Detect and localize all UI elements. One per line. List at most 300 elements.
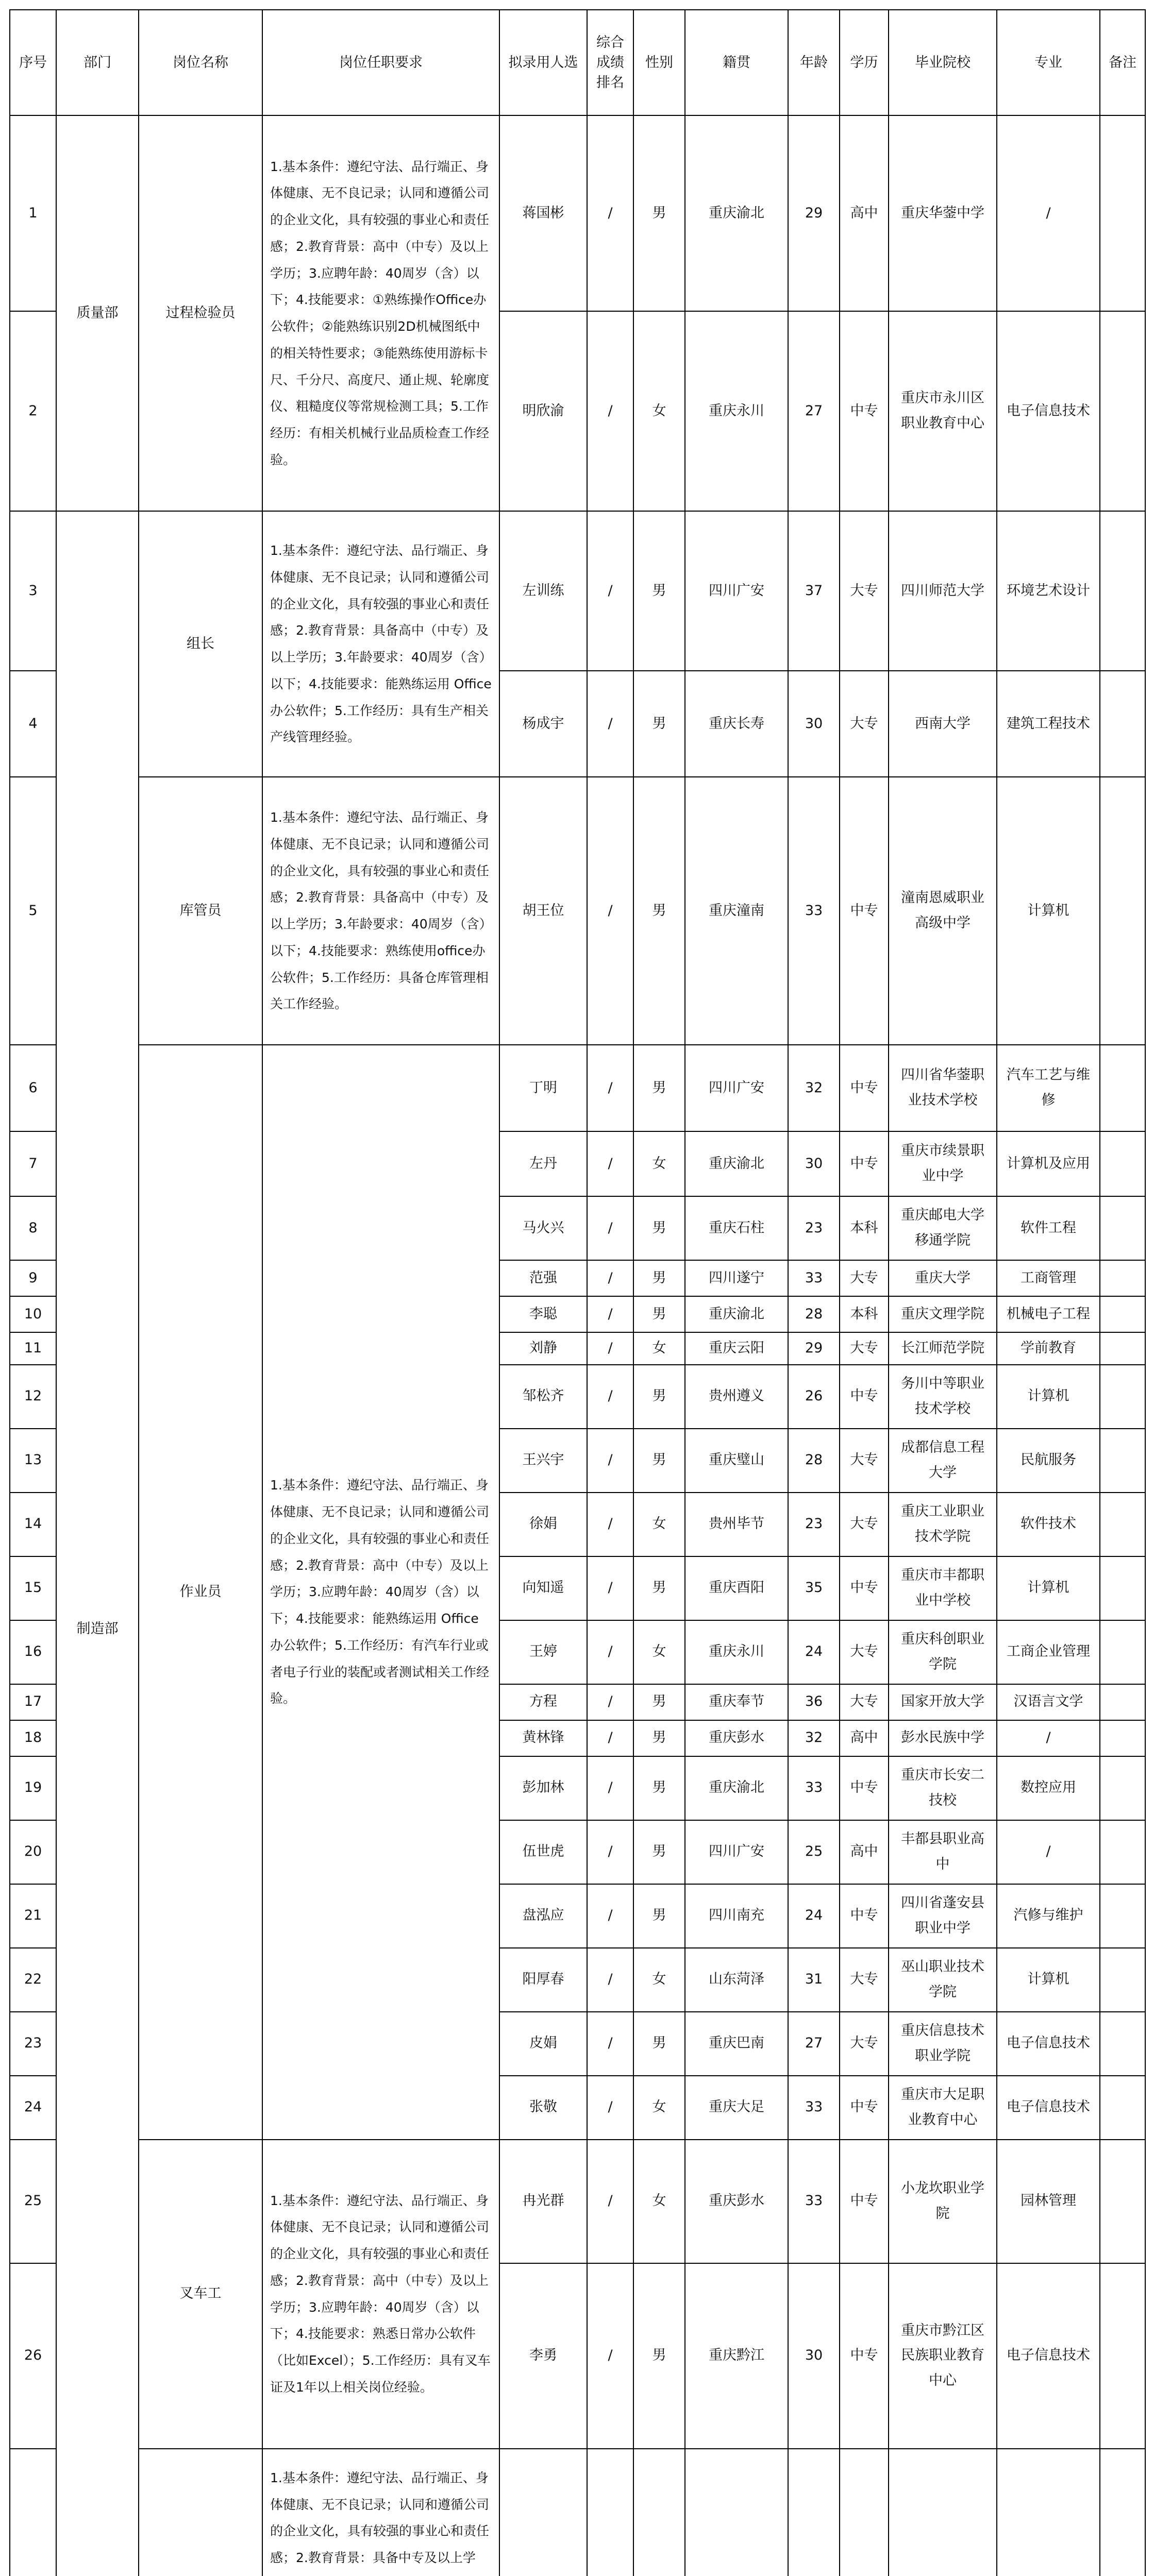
candidate-cell: 丁明 xyxy=(499,1045,587,1131)
school-cell: 重庆邮电大学移通学院 xyxy=(889,1196,997,1260)
major-cell: 学前教育 xyxy=(997,1332,1100,1365)
origin-cell: 贵州遵义 xyxy=(685,1365,788,1429)
education-cell: 大专 xyxy=(840,1948,889,2012)
candidate-cell: 马火兴 xyxy=(499,1196,587,1260)
major-cell: 工商企业管理 xyxy=(997,1620,1100,1684)
gender-cell xyxy=(633,2449,685,2576)
gender-cell: 女 xyxy=(633,1620,685,1684)
rank-cell: / xyxy=(587,1493,633,1556)
school-cell: 重庆市永川区职业教育中心 xyxy=(889,311,997,511)
candidate-cell: 彭加林 xyxy=(499,1756,587,1820)
major-cell: 工商管理 xyxy=(997,1260,1100,1296)
seq-no-cell: 26 xyxy=(10,2263,56,2449)
major-cell: 电子信息技术 xyxy=(997,2076,1100,2140)
origin-cell: 重庆长寿 xyxy=(685,671,788,777)
remark-cell xyxy=(1100,1720,1145,1756)
school-cell xyxy=(889,2449,997,2576)
education-cell: 中专 xyxy=(840,311,889,511)
school-cell: 四川省华蓥职业技术学校 xyxy=(889,1045,997,1131)
seq-no-cell: 16 xyxy=(10,1620,56,1684)
education-cell: 中专 xyxy=(840,1884,889,1948)
school-cell: 成都信息工程大学 xyxy=(889,1429,997,1493)
remark-cell xyxy=(1100,1332,1145,1365)
remark-cell xyxy=(1100,1131,1145,1196)
seq-no-cell: 13 xyxy=(10,1429,56,1493)
major-cell xyxy=(997,2449,1100,2576)
rank-cell: / xyxy=(587,1332,633,1365)
origin-cell: 四川广安 xyxy=(685,1045,788,1131)
seq-no-cell: 20 xyxy=(10,1820,56,1884)
age-cell: 28 xyxy=(788,1296,840,1332)
school-cell: 重庆市丰都职业中学校 xyxy=(889,1556,997,1620)
gender-cell: 男 xyxy=(633,1196,685,1260)
header-requirement: 岗位任职要求 xyxy=(262,10,499,115)
education-cell: 中专 xyxy=(840,1365,889,1429)
school-cell: 重庆科创职业学院 xyxy=(889,1620,997,1684)
header-position: 岗位名称 xyxy=(139,10,262,115)
remark-cell xyxy=(1100,511,1145,671)
header-rank: 综合成绩排名 xyxy=(587,10,633,115)
education-cell: 本科 xyxy=(840,1196,889,1260)
origin-cell: 贵州毕节 xyxy=(685,1493,788,1556)
origin-cell: 四川广安 xyxy=(685,1820,788,1884)
remark-cell xyxy=(1100,1260,1145,1296)
candidate-cell: 张敬 xyxy=(499,2076,587,2140)
table-row xyxy=(10,2449,1145,2576)
rank-cell: / xyxy=(587,115,633,311)
rank-cell: / xyxy=(587,2263,633,2449)
age-cell: 30 xyxy=(788,671,840,777)
origin-cell: 重庆潼南 xyxy=(685,777,788,1045)
candidate-cell: 范强 xyxy=(499,1260,587,1296)
education-cell: 大专 xyxy=(840,1429,889,1493)
seq-no-cell xyxy=(10,2449,56,2576)
rank-cell: / xyxy=(587,2076,633,2140)
seq-no-cell: 2 xyxy=(10,311,56,511)
remark-cell xyxy=(1100,2012,1145,2076)
gender-cell: 女 xyxy=(633,1131,685,1196)
age-cell: 27 xyxy=(788,311,840,511)
seq-no-cell: 9 xyxy=(10,1260,56,1296)
gender-cell: 男 xyxy=(633,2263,685,2449)
major-cell: 汉语言文学 xyxy=(997,1684,1100,1720)
seq-no-cell: 14 xyxy=(10,1493,56,1556)
rank-cell: / xyxy=(587,1260,633,1296)
seq-no-cell: 3 xyxy=(10,511,56,671)
major-cell: 计算机 xyxy=(997,777,1100,1045)
candidate-cell: 盘泓应 xyxy=(499,1884,587,1948)
age-cell: 33 xyxy=(788,2076,840,2140)
rank-cell: / xyxy=(587,1296,633,1332)
education-cell: 中专 xyxy=(840,1131,889,1196)
candidate-cell: 方程 xyxy=(499,1684,587,1720)
candidate-cell: 邹松齐 xyxy=(499,1365,587,1429)
header-department: 部门 xyxy=(56,10,139,115)
education-cell: 大专 xyxy=(840,1684,889,1720)
school-cell: 务川中等职业技术学校 xyxy=(889,1365,997,1429)
header-school: 毕业院校 xyxy=(889,10,997,115)
rank-cell: / xyxy=(587,1720,633,1756)
gender-cell: 男 xyxy=(633,511,685,671)
education-cell: 本科 xyxy=(840,1296,889,1332)
seq-no-cell: 25 xyxy=(10,2140,56,2263)
gender-cell: 男 xyxy=(633,1684,685,1720)
seq-no-cell: 15 xyxy=(10,1556,56,1620)
school-cell: 四川师范大学 xyxy=(889,511,997,671)
table-row xyxy=(10,115,1145,311)
seq-no-cell: 8 xyxy=(10,1196,56,1260)
remark-cell xyxy=(1100,1365,1145,1429)
rank-cell: / xyxy=(587,1884,633,1948)
school-cell: 西南大学 xyxy=(889,671,997,777)
education-cell: 高中 xyxy=(840,115,889,311)
seq-no-cell: 22 xyxy=(10,1948,56,2012)
gender-cell: 女 xyxy=(633,311,685,511)
header-major: 专业 xyxy=(997,10,1100,115)
candidate-cell: 蒋国彬 xyxy=(499,115,587,311)
major-cell: 环境艺术设计 xyxy=(997,511,1100,671)
seq-no-cell: 17 xyxy=(10,1684,56,1720)
education-cell: 中专 xyxy=(840,1556,889,1620)
candidate-cell: 阳厚春 xyxy=(499,1948,587,2012)
remark-cell xyxy=(1100,2263,1145,2449)
department-cell: 质量部 xyxy=(56,115,139,511)
age-cell: 35 xyxy=(788,1556,840,1620)
rank-cell: / xyxy=(587,1820,633,1884)
school-cell: 重庆文理学院 xyxy=(889,1296,997,1332)
seq-no-cell: 11 xyxy=(10,1332,56,1365)
rank-cell: / xyxy=(587,671,633,777)
gender-cell: 女 xyxy=(633,1332,685,1365)
education-cell: 大专 xyxy=(840,2012,889,2076)
candidate-cell: 杨成宇 xyxy=(499,671,587,777)
school-cell: 重庆华蓥中学 xyxy=(889,115,997,311)
remark-cell xyxy=(1100,1296,1145,1332)
origin-cell: 重庆石柱 xyxy=(685,1196,788,1260)
school-cell: 重庆信息技术职业学院 xyxy=(889,2012,997,2076)
school-cell: 重庆市大足职业教育中心 xyxy=(889,2076,997,2140)
gender-cell: 男 xyxy=(633,1820,685,1884)
origin-cell: 重庆奉节 xyxy=(685,1684,788,1720)
age-cell: 23 xyxy=(788,1196,840,1260)
major-cell: 计算机及应用 xyxy=(997,1131,1100,1196)
position-cell: 过程检验员 xyxy=(139,115,262,511)
age-cell: 30 xyxy=(788,1131,840,1196)
remark-cell xyxy=(1100,1684,1145,1720)
position-cell: 叉车工 xyxy=(139,2140,262,2449)
age-cell: 27 xyxy=(788,2012,840,2076)
age-cell: 33 xyxy=(788,1260,840,1296)
seq-no-cell: 24 xyxy=(10,2076,56,2140)
education-cell: 高中 xyxy=(840,1720,889,1756)
remark-cell xyxy=(1100,115,1145,311)
requirement-cell: 1.基本条件：遵纪守法、品行端正、身体健康、无不良记录；认同和遵循公司的企业文化，具有较强的事业心和责任感；2.教育背景：具备高中（中专）及以上学历；3.年龄要求：40周岁（含）以下；4.技能要求：能熟练运用 Office 办公软件；5.工作经历：具有生产相关产线管理经验。 xyxy=(262,511,499,777)
candidate-cell: 胡王位 xyxy=(499,777,587,1045)
requirement-cell: 1.基本条件：遵纪守法、品行端正、身体健康、无不良记录；认同和遵循公司的企业文化，具有较强的事业心和责任感；2.教育背景：高中（中专）及以上学历；3.应聘年龄：40周岁（含）以下；4.技能要求：①熟练操作Office办公软件；②能熟练识别2D机械图纸中的相关特性要求；③能熟练使用游标卡尺、千分尺、高度尺、通止规、轮廓度仪、粗糙度仪等常规检测工具；5.工作经历：有相关机械行业品质检查工作经验。 xyxy=(262,115,499,511)
requirement-cell: 1.基本条件：遵纪守法、品行端正、身体健康、无不良记录；认同和遵循公司的企业文化，具有较强的事业心和责任感；2.教育背景：高中（中专）及以上学历；3.应聘年龄：40周岁（含）以下；4.技能要求：熟悉日常办公软件（比如Excel）；5.工作经历：具有叉车证及1年以上相关岗位经验。 xyxy=(262,2140,499,2449)
rank-cell: / xyxy=(587,1948,633,2012)
education-cell: 中专 xyxy=(840,2076,889,2140)
education-cell: 中专 xyxy=(840,1045,889,1131)
header-gender: 性别 xyxy=(633,10,685,115)
rank-cell: / xyxy=(587,2012,633,2076)
major-cell: 电子信息技术 xyxy=(997,311,1100,511)
major-cell: 民航服务 xyxy=(997,1429,1100,1493)
rank-cell: / xyxy=(587,1045,633,1131)
rank-cell: / xyxy=(587,2140,633,2263)
seq-no-cell: 23 xyxy=(10,2012,56,2076)
header-row xyxy=(10,10,1145,115)
rank-cell: / xyxy=(587,311,633,511)
age-cell: 33 xyxy=(788,1756,840,1820)
gender-cell: 男 xyxy=(633,1260,685,1296)
age-cell: 37 xyxy=(788,511,840,671)
document xyxy=(9,9,1146,2576)
rank-cell: / xyxy=(587,1365,633,1429)
table-row xyxy=(10,777,1145,1045)
gender-cell: 男 xyxy=(633,1720,685,1756)
origin-cell: 重庆渝北 xyxy=(685,1131,788,1196)
age-cell: 26 xyxy=(788,1365,840,1429)
rank-cell: / xyxy=(587,1556,633,1620)
gender-cell: 男 xyxy=(633,777,685,1045)
header-remark: 备注 xyxy=(1100,10,1145,115)
candidate-cell: 皮娟 xyxy=(499,2012,587,2076)
origin-cell: 重庆渝北 xyxy=(685,115,788,311)
remark-cell xyxy=(1100,1756,1145,1820)
remark-cell xyxy=(1100,1820,1145,1884)
candidate-cell: 李聪 xyxy=(499,1296,587,1332)
school-cell: 彭水民族中学 xyxy=(889,1720,997,1756)
seq-no-cell: 21 xyxy=(10,1884,56,1948)
school-cell: 小龙坎职业学院 xyxy=(889,2140,997,2263)
gender-cell: 男 xyxy=(633,1429,685,1493)
age-cell: 25 xyxy=(788,1820,840,1884)
origin-cell xyxy=(685,2449,788,2576)
major-cell: 计算机 xyxy=(997,1556,1100,1620)
gender-cell: 男 xyxy=(633,1365,685,1429)
education-cell: 大专 xyxy=(840,1620,889,1684)
origin-cell: 四川遂宁 xyxy=(685,1260,788,1296)
school-cell: 潼南恩威职业高级中学 xyxy=(889,777,997,1045)
remark-cell xyxy=(1100,1493,1145,1556)
school-cell: 巫山职业技术学院 xyxy=(889,1948,997,2012)
candidate-cell: 冉光群 xyxy=(499,2140,587,2263)
gender-cell: 男 xyxy=(633,115,685,311)
recruitment-table xyxy=(9,9,1146,2576)
origin-cell: 重庆云阳 xyxy=(685,1332,788,1365)
requirement-cell: 1.基本条件：遵纪守法、品行端正、身体健康、无不良记录；认同和遵循公司的企业文化，具有较强的事业心和责任感；2.教育背景：具备中专及以上学 xyxy=(262,2449,499,2576)
age-cell: 36 xyxy=(788,1684,840,1720)
origin-cell: 重庆永川 xyxy=(685,1620,788,1684)
remark-cell xyxy=(1100,671,1145,777)
age-cell: 31 xyxy=(788,1948,840,2012)
major-cell: 机械电子工程 xyxy=(997,1296,1100,1332)
remark-cell xyxy=(1100,1196,1145,1260)
education-cell: 高中 xyxy=(840,1820,889,1884)
origin-cell: 重庆酉阳 xyxy=(685,1556,788,1620)
candidate-cell: 伍世虎 xyxy=(499,1820,587,1884)
candidate-cell: 徐娟 xyxy=(499,1493,587,1556)
position-cell: 组长 xyxy=(139,511,262,777)
seq-no-cell: 18 xyxy=(10,1720,56,1756)
candidate-cell: 王兴宇 xyxy=(499,1429,587,1493)
header-age: 年龄 xyxy=(788,10,840,115)
age-cell xyxy=(788,2449,840,2576)
table-row xyxy=(10,1045,1145,1131)
major-cell: 电子信息技术 xyxy=(997,2012,1100,2076)
education-cell: 大专 xyxy=(840,511,889,671)
major-cell: 汽修与维护 xyxy=(997,1884,1100,1948)
rank-cell: / xyxy=(587,1756,633,1820)
age-cell: 29 xyxy=(788,1332,840,1365)
gender-cell: 男 xyxy=(633,1884,685,1948)
rank-cell: / xyxy=(587,1131,633,1196)
position-cell xyxy=(139,2449,262,2576)
school-cell: 丰都县职业高中 xyxy=(889,1820,997,1884)
position-cell: 库管员 xyxy=(139,777,262,1045)
age-cell: 32 xyxy=(788,1720,840,1756)
age-cell: 24 xyxy=(788,1884,840,1948)
rank-cell: / xyxy=(587,1196,633,1260)
candidate-cell: 黄林锋 xyxy=(499,1720,587,1756)
age-cell: 23 xyxy=(788,1493,840,1556)
major-cell: 软件工程 xyxy=(997,1196,1100,1260)
rank-cell: / xyxy=(587,511,633,671)
major-cell: 计算机 xyxy=(997,1948,1100,2012)
school-cell: 重庆市长安二技校 xyxy=(889,1756,997,1820)
gender-cell: 女 xyxy=(633,1948,685,2012)
major-cell: 汽车工艺与维修 xyxy=(997,1045,1100,1131)
education-cell: 中专 xyxy=(840,2140,889,2263)
candidate-cell: 刘静 xyxy=(499,1332,587,1365)
candidate-cell: 左丹 xyxy=(499,1131,587,1196)
remark-cell xyxy=(1100,1429,1145,1493)
major-cell: / xyxy=(997,1820,1100,1884)
age-cell: 30 xyxy=(788,2263,840,2449)
major-cell: / xyxy=(997,1720,1100,1756)
major-cell: 园林管理 xyxy=(997,2140,1100,2263)
major-cell: 电子信息技术 xyxy=(997,2263,1100,2449)
remark-cell xyxy=(1100,2140,1145,2263)
rank-cell: / xyxy=(587,1620,633,1684)
seq-no-cell: 1 xyxy=(10,115,56,311)
origin-cell: 重庆黔江 xyxy=(685,2263,788,2449)
remark-cell xyxy=(1100,311,1145,511)
origin-cell: 重庆渝北 xyxy=(685,1296,788,1332)
school-cell: 重庆工业职业技术学院 xyxy=(889,1493,997,1556)
school-cell: 国家开放大学 xyxy=(889,1684,997,1720)
education-cell: 大专 xyxy=(840,1493,889,1556)
rank-cell xyxy=(587,2449,633,2576)
age-cell: 29 xyxy=(788,115,840,311)
gender-cell: 女 xyxy=(633,1493,685,1556)
age-cell: 33 xyxy=(788,2140,840,2263)
seq-no-cell: 5 xyxy=(10,777,56,1045)
origin-cell: 重庆彭水 xyxy=(685,1720,788,1756)
origin-cell: 重庆大足 xyxy=(685,2076,788,2140)
origin-cell: 重庆彭水 xyxy=(685,2140,788,2263)
school-cell: 重庆市续景职业中学 xyxy=(889,1131,997,1196)
major-cell: 计算机 xyxy=(997,1365,1100,1429)
rank-cell: / xyxy=(587,1429,633,1493)
gender-cell: 女 xyxy=(633,2140,685,2263)
candidate-cell: 左训练 xyxy=(499,511,587,671)
candidate-cell: 李勇 xyxy=(499,2263,587,2449)
remark-cell xyxy=(1100,2449,1145,2576)
gender-cell: 男 xyxy=(633,671,685,777)
header-candidate: 拟录用人选 xyxy=(499,10,587,115)
candidate-cell: 明欣渝 xyxy=(499,311,587,511)
remark-cell xyxy=(1100,2076,1145,2140)
candidate-cell xyxy=(499,2449,587,2576)
seq-no-cell: 7 xyxy=(10,1131,56,1196)
seq-no-cell: 19 xyxy=(10,1756,56,1820)
remark-cell xyxy=(1100,1620,1145,1684)
header-seq-no: 序号 xyxy=(10,10,56,115)
gender-cell: 男 xyxy=(633,1756,685,1820)
education-cell: 中专 xyxy=(840,777,889,1045)
gender-cell: 男 xyxy=(633,1296,685,1332)
origin-cell: 四川广安 xyxy=(685,511,788,671)
position-cell: 作业员 xyxy=(139,1045,262,2140)
candidate-cell: 王婷 xyxy=(499,1620,587,1684)
education-cell: 中专 xyxy=(840,1756,889,1820)
gender-cell: 女 xyxy=(633,2076,685,2140)
school-cell: 四川省蓬安县职业中学 xyxy=(889,1884,997,1948)
requirement-cell: 1.基本条件：遵纪守法、品行端正、身体健康、无不良记录；认同和遵循公司的企业文化，具有较强的事业心和责任感；2.教育背景：高中（中专）及以上学历；3.应聘年龄：40周岁（含）以下；4.技能要求：能熟练运用 Office 办公软件；5.工作经历：有汽车行业或者电子行业的装配或者测试相关工作经验。 xyxy=(262,1045,499,2140)
remark-cell xyxy=(1100,777,1145,1045)
school-cell: 重庆大学 xyxy=(889,1260,997,1296)
gender-cell: 男 xyxy=(633,2012,685,2076)
remark-cell xyxy=(1100,1948,1145,2012)
remark-cell xyxy=(1100,1045,1145,1131)
origin-cell: 山东菏泽 xyxy=(685,1948,788,2012)
education-cell: 大专 xyxy=(840,671,889,777)
education-cell xyxy=(840,2449,889,2576)
origin-cell: 重庆渝北 xyxy=(685,1756,788,1820)
major-cell: 软件技术 xyxy=(997,1493,1100,1556)
remark-cell xyxy=(1100,1884,1145,1948)
age-cell: 33 xyxy=(788,777,840,1045)
gender-cell: 男 xyxy=(633,1045,685,1131)
school-cell: 长江师范学院 xyxy=(889,1332,997,1365)
school-cell: 重庆市黔江区民族职业教育中心 xyxy=(889,2263,997,2449)
education-cell: 大专 xyxy=(840,1332,889,1365)
rank-cell: / xyxy=(587,1684,633,1720)
header-origin: 籍贯 xyxy=(685,10,788,115)
origin-cell: 重庆璧山 xyxy=(685,1429,788,1493)
age-cell: 24 xyxy=(788,1620,840,1684)
origin-cell: 四川南充 xyxy=(685,1884,788,1948)
table-row xyxy=(10,511,1145,671)
age-cell: 32 xyxy=(788,1045,840,1131)
origin-cell: 重庆巴南 xyxy=(685,2012,788,2076)
table-row xyxy=(10,2140,1145,2263)
age-cell: 28 xyxy=(788,1429,840,1493)
rank-cell: / xyxy=(587,777,633,1045)
seq-no-cell: 4 xyxy=(10,671,56,777)
department-cell: 制造部 xyxy=(56,511,139,2576)
origin-cell: 重庆永川 xyxy=(685,311,788,511)
education-cell: 中专 xyxy=(840,2263,889,2449)
requirement-cell: 1.基本条件：遵纪守法、品行端正、身体健康、无不良记录；认同和遵循公司的企业文化，具有较强的事业心和责任感；2.教育背景：具备高中（中专）及以上学历；3.年龄要求：40周岁（含）以下；4.技能要求：熟练使用office办公软件；5.工作经历：具备仓库管理相关工作经验。 xyxy=(262,777,499,1045)
seq-no-cell: 12 xyxy=(10,1365,56,1429)
remark-cell xyxy=(1100,1556,1145,1620)
seq-no-cell: 10 xyxy=(10,1296,56,1332)
major-cell: 建筑工程技术 xyxy=(997,671,1100,777)
seq-no-cell: 6 xyxy=(10,1045,56,1131)
